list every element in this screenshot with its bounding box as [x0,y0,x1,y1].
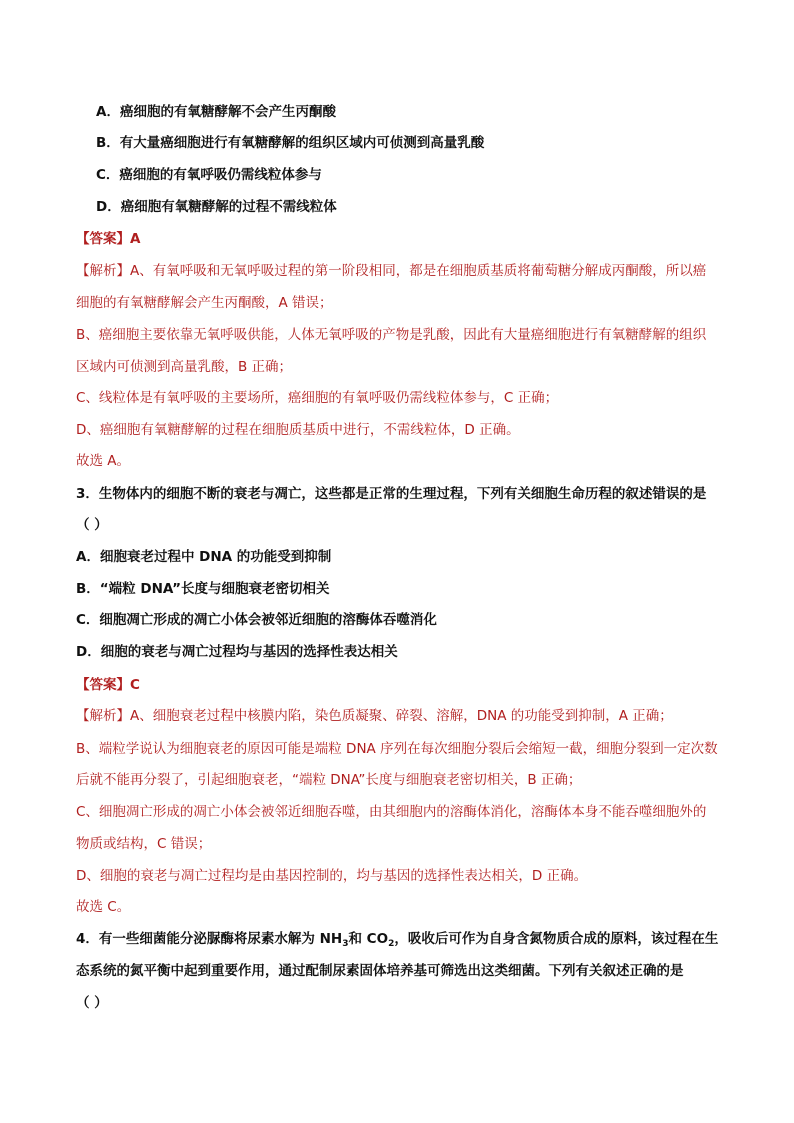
q3-analysis-line: 后就不能再分裂了，引起细胞衰老，“端粒 DNA”长度与细胞衰老密切相关，B 正确； [76,772,582,788]
q2-analysis-line: B、癌细胞主要依靠无氧呼吸供能，人体无氧呼吸的产物是乳酸，因此有大量癌细胞进行有氧糖酵解的组织 [76,327,707,343]
q4-stem-line1 [76,930,736,953]
q3-option-b: B．“端粒 DNA”长度与细胞衰老密切相关 [76,581,330,597]
q3-option-d: D．细胞的衰老与凋亡过程均与基因的选择性表达相关 [76,644,398,660]
q2-option-d: D．癌细胞有氧糖酵解的过程不需线粒体 [96,199,337,215]
q4-stem-text: ，吸收后可作为自身含氮物质合成的原料，该过程在生 [394,931,719,947]
nh3-subscript: 3 [342,939,349,949]
q3-stem: 3．生物体内的细胞不断的衰老与凋亡，这些都是正常的生理过程，下列有关细胞生命历程的叙述错误的是 [76,486,707,502]
q3-analysis-line: 物质或结构，C 错误； [76,836,212,852]
q4-stem-text: 和 CO [348,931,389,947]
q3-option-c: C．细胞凋亡形成的凋亡小体会被邻近细胞的溶酶体吞噬消化 [76,612,437,628]
q3-conclusion: 故选 C。 [76,899,131,915]
q3-analysis-line: 【解析】A、细胞衰老过程中核膜内陷，染色质凝聚、碎裂、溶解，DNA 的功能受到抑制，A 正确； [76,708,673,724]
q2-analysis-line: D、癌细胞有氧糖酵解的过程在细胞质基质中进行，不需线粒体，D 正确。 [76,422,520,438]
q2-option-b: B．有大量癌细胞进行有氧糖酵解的组织区域内可侦测到高量乳酸 [96,135,485,151]
co2-subscript: 2 [388,939,395,949]
q3-option-a: A．细胞衰老过程中 DNA 的功能受到抑制 [76,549,332,565]
q2-option-c: C．癌细胞的有氧呼吸仍需线粒体参与 [96,167,322,183]
q4-stem-line2: 态系统的氮平衡中起到重要作用，通过配制尿素固体培养基可筛选出这类细菌。下列有关叙述正确的是 [76,963,684,979]
q4-stem-paren: （ ） [76,995,108,1011]
q3-analysis-line: D、细胞的衰老与凋亡过程均是由基因控制的，均与基因的选择性表达相关，D 正确。 [76,868,588,884]
q3-analysis-line: C、细胞凋亡形成的凋亡小体会被邻近细胞吞噬，由其细胞内的溶酶体消化，溶酶体本身不能吞噬细胞外的 [76,804,707,820]
q2-conclusion: 故选 A。 [76,453,131,469]
q3-stem-paren: （ ） [76,517,108,533]
q3-analysis-line: B、端粒学说认为细胞衰老的原因可能是端粒 DNA 序列在每次细胞分裂后会缩短一截，细胞分裂到一定次数 [76,741,718,757]
q2-analysis-line: 【解析】A、有氧呼吸和无氧呼吸过程的第一阶段相同，都是在细胞质基质将葡萄糖分解成丙酮酸，所以癌 [76,263,707,279]
q3-answer: 【答案】C [76,677,140,693]
q2-analysis-line: 细胞的有氧糖酵解会产生丙酮酸，A 错误； [76,295,333,311]
q2-option-a: A．癌细胞的有氧糖酵解不会产生丙酮酸 [96,104,336,120]
q2-analysis-line: C、线粒体是有氧呼吸的主要场所，癌细胞的有氧呼吸仍需线粒体参与，C 正确； [76,390,559,406]
q4-stem-text: 4．有一些细菌能分泌脲酶将尿素水解为 NH [76,931,343,947]
q2-answer: 【答案】A [76,231,141,247]
q2-analysis-line: 区域内可侦测到高量乳酸，B 正确； [76,359,293,375]
